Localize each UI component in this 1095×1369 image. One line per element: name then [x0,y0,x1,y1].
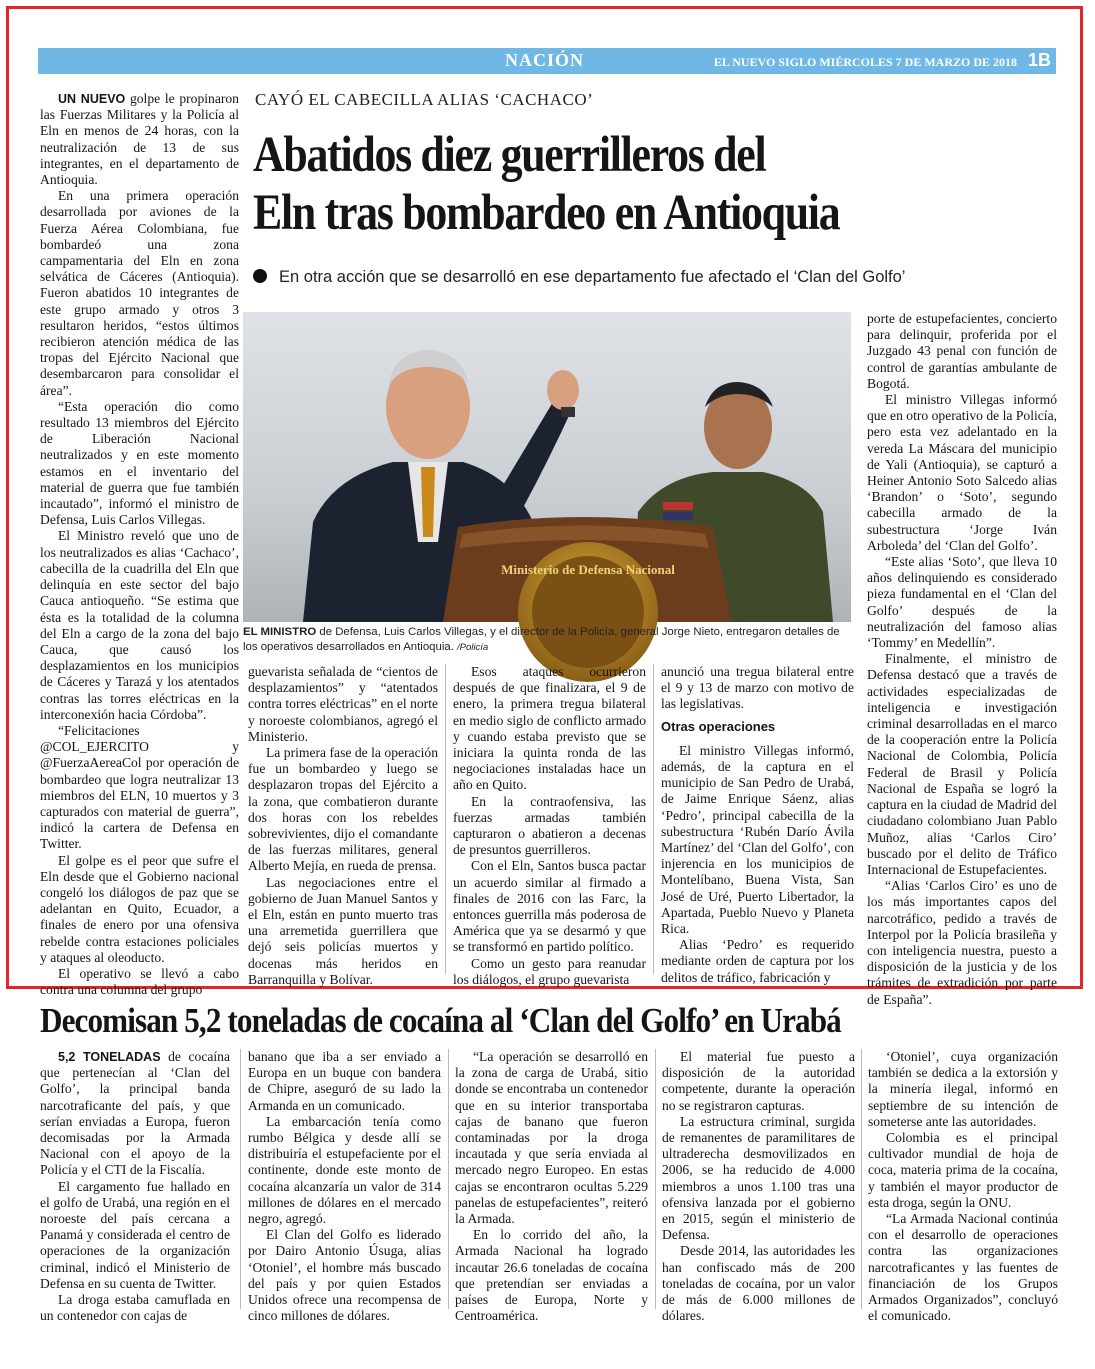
headline-line-1: Abatidos diez guerrilleros del [253,127,766,183]
paragraph: En una primera operación desarrollada por aviones de la Fuerza Aérea Colombiana, fue bombardeó una zona campamentaria del Eln en zona selvática de Cáceres (Antioquia). Fueron abatidos 10 integrantes de este grupo armado y otros 3 resultaron heridos, “estos últimos recibieron atención médica de las tropas del Ejército Nacional que desembarcaron para consolidar el área”. [40,188,239,398]
column-rule [240,1049,241,1309]
story2-column-2 [248,1049,441,1324]
column-rule [861,1049,862,1309]
photo-credit: /Policía [457,641,489,653]
paragraph: porte de estupefacientes, concierto para delinquir, proferida por el Juzgado 43 penal con función de control de garantías ambulante de Bogotá. [867,311,1057,391]
paragraph [40,1049,230,1179]
column-rule [653,664,654,974]
paragraph: guevarista señalada de “cientos de desplazamientos” y “atentados contra torres eléctricas” en el norte y noroeste colombianos, agregó el Ministerio. [248,664,438,744]
paragraph: La estructura criminal, surgida de remanentes de paramilitares de ultraderecha desmovilizados en 2006, se ha reducido de 4.000 miembros a unos 1.100 tras una ofensiva lanzada por el gobierno en 2015, según el ministerio de Defensa. [662,1113,855,1243]
paragraph: El operativo se llevó a cabo contra una columna del grupo [40,965,239,998]
paragraph: Con el Eln, Santos busca pactar un acuerdo similar al firmado a finales de 2016 con las Farc, la entonces guerrilla más poderosa de América que ya se desarmó y que se transformó en partido político. [453,858,646,955]
paragraph: El ministro Villegas informó que en otro operativo de la Policía, pero esta vez adelantado en la vereda La Máscara del municipio de Yali (Antioquia), se capturó a Heiner Antonio Soto Salcedo alias ‘Brandon’ o ‘Soto’, segundo cabecilla armado de la subestructura ‘Jorge Iván Arboleda’ del ‘Clan del Golfo’. [867,392,1057,553]
story2-column-3 [455,1049,648,1324]
paragraph: “Alias ‘Carlos Ciro’ es uno de los más importantes capos del narcotráfico, pedido a través de Interpol por la Policía brasileña y con inteligencia nuestra, puesto a disposición de la justicia y de los trámites de extradición por parte de España”. [867,878,1057,1007]
kicker: CAYÓ EL CABECILLA ALIAS ‘CACHACO’ [255,90,594,109]
paragraph: En la contraofensiva, las fuerzas armadas también capturaron o abatieron a decenas de presuntos guerrilleros. [453,793,646,858]
column-rule [448,1049,449,1309]
lead-word: UN NUEVO [58,92,126,106]
subheadline [253,268,905,287]
bullet-icon [253,269,267,283]
paragraph: El ministro Villegas informó, además, de la captura en el municipio de San Pedro de Urabá, de Jaime Enrique Sáenz, alias ‘Pedro’, principal cabecilla de la subestructura ‘Rubén Darío Ávila Martínez’ del ‘Clan del Golfo’, con injerencia en los municipios de Montelíbano, Buena Vista, San José de Uré, Puerto Libertador, la Apartada, Pueblo Nuevo y Planeta Rica. [661,742,854,937]
story1-column-5 [867,311,1057,1007]
story2-column-5 [868,1049,1058,1324]
caption-lead: EL MINISTRO [243,626,317,638]
paragraph: “Esta operación dio como resultado 13 miembros del Ejército de Liberación Nacional neutralizados y en este momento estamos en el inventario del material de guerra que fue también incautado”, informó el ministro de Defensa, Luis Carlos Villegas. [40,398,239,528]
paragraph [40,91,239,188]
story2-headline: Decomisan 5,2 toneladas de cocaína al ‘Clan del Golfo’ en Urabá [40,1001,841,1040]
photo-caption [243,625,851,655]
paragraph: “Felicitaciones @COL_EJERCITO y @FuerzaAereaCol por operación de bombardeo que logra neutralizar 13 miembros del ELN, 10 muertos y 3 capturados con material de guerra”, indicó la cartera de Defensa en Twitter. [40,722,239,852]
paragraph: Desde 2014, las autoridades les han confiscado más de 200 toneladas de cocaína, por un valor de más de 6.000 millones de dólares. [662,1243,855,1324]
paragraph: El golpe es el peor que sufre el Eln desde que el Gobierno nacional congeló los diálogos de paz que se adelantan en Quito, Ecuador, a finales de enero por una ofensiva rebelde contra estaciones policiales y ataques al oleoducto. [40,852,239,965]
section-name: NACIÓN [505,50,585,70]
story1-column-1 [40,91,239,998]
story1-column-3 [453,664,646,987]
paragraph: Alias ‘Pedro’ es requerido mediante orden de captura por los delitos de tráfico, fabricación y [661,937,854,985]
subheadline-text: En otra acción que se desarrolló en ese departamento fue afectado el ‘Clan del Golfo’ [279,268,906,286]
paragraph: “La operación se desarrolló en la zona de carga de Urabá, sitio donde se encontraba un contenedor que en su interior transportaba cajas de banano que fueron contaminadas por la droga incautada y que sería enviada al mercado negro Europeo. En estas cajas se encontraron ocultas 5.229 panelas de estupefacientes”, reiteró la Armada. [455,1049,648,1227]
news-photo [243,312,851,622]
paragraph: anunció una tregua bilateral entre el 9 y 13 de marzo con motivo de las legislativas. [661,664,854,712]
story2-column-1 [40,1049,231,1324]
story1-column-4 [661,664,854,985]
paragraph: El cargamento fue hallado en el golfo de Urabá, una región en el noroeste del país cercana a Panamá y considerada el centro de operaciones de la organización criminal, indicó el Ministerio de Defensa en su cuenta de Twitter. [40,1178,230,1291]
paragraph: La embarcación tenía como rumbo Bélgica y desde allí se distribuiría el estupefaciente por el continente, donde este monto de cocaína alcanzaría un valor de 314 millones de dólares en el mercado negro, agregó. [248,1113,441,1227]
paragraph: banano que iba a ser enviado a Europa en un buque con bandera de Chipre, aseguró de su lado la Armanda en un comunicado. [248,1049,441,1113]
story1-column-2 [248,664,438,987]
paragraph: ‘Otoniel’, cuya organización también se dedica a la extorsión y la minería ilegal, informó en septiembre de su intención de someterse ante las autoridades. [868,1049,1058,1129]
headline [253,126,941,242]
paragraph: La droga estaba camuflada en un contenedor con cajas de [40,1292,230,1324]
paragraph-text: de cocaína que pertenecían al ‘Clan del Golfo’, la principal banda narcotraficante del país, y que serían enviadas a Europa, fueron decomisadas por la Armada Nacional con el apoyo de la Policía y el CTI de la Fiscalía. [40,1049,231,1178]
paragraph: Esos ataques ocurrieron después de que finalizara, el 9 de enero, la primera tregua bilateral en medio siglo de conflicto armado y cuando estaba previsto que se iniciara la quinta ronda de las negociaciones instaladas hace un año en Quito. [453,664,646,793]
paragraph: “La Armada Nacional continúa con el desarrollo de operaciones contra las organizaciones narcotraficantes y las fuentes de financiación de los Grupos Armados Organizados”, concluyó el comunicado. [868,1211,1058,1324]
paragraph: En lo corrido del año, la Armada Nacional ha logrado incautar 26.6 toneladas de cocaína que pretendían ser enviadas a países de Europa, Norte y Centroamérica. [455,1227,648,1324]
paragraph: “Este alias ‘Soto’, que lleva 10 años delinquiendo es considerado pieza fundamental en el ‘Clan del Golfo’ después de la neutralización del famoso alias ‘Tommy’ en Medellín”. [867,554,1057,651]
paragraph: La primera fase de la operación fue un bombardeo y luego se desplazaron tropas del Ejército a la zona, que combatieron durante dos horas con los rebeldes sobrevivientes, dijo el comandante de las fuerzas militares, general Alberto Mejía, en rueda de prensa. [248,745,438,874]
paragraph: Las negociaciones entre el gobierno de Juan Manuel Santos y el Eln, están en punto muerto tras una arremetida guerrillera que dejó seis policías muertos y docenas más heridos en Barranquilla y Bolívar. [248,874,438,987]
paragraph: Finalmente, el ministro de Defensa destacó que a través de actividades especializadas de inteligencia e investigación criminal desarrolladas en el marco de la cooperación entre la Policía Nacional de Colombia, Policía Federal de Brasil y Policía Nacional de España se logró la captura en la ciudad de Madrid del ciudadano colombiano Juan Pablo Muñoz, alias ‘Carlos Ciro’ buscado por el delito de Tráfico Internacional de Estupefacientes. [867,651,1057,877]
lead-word: 5,2 TONELADAS [58,1050,161,1064]
column-rule [655,1049,656,1309]
page-number: 1B [1028,50,1052,70]
paragraph: El Clan del Golfo es liderado por Dairo Antonio Úsuga, alias ‘Otoniel’, el hombre más buscado del país y por quien Estados Unidos ofrece una recompensa de cinco millones de dólares. [248,1227,441,1324]
column-rule [445,664,446,974]
caption-text: de Defensa, Luis Carlos Villegas, y el director de la Policía, general Jorge Nieto, entregaron detalles de los operativos desarrollados en Antioquia. [243,626,840,653]
podium-text: Ministerio de Defensa Nacional [501,562,675,577]
paragraph: Colombia es el principal cultivador mundial de hoja de coca, materia prima de la cocaína, y también el mayor productor de esta droga, según la ONU. [868,1130,1058,1210]
paragraph-text: golpe le propinaron las Fuerzas Militares y la Policía al Eln en menos de 24 horas, con la neutralización de 13 de sus integrantes, en el departamento de Antioquia. [40,91,239,188]
story2-column-4 [662,1049,855,1324]
paragraph: Como un gesto para reanudar los diálogos, el grupo guevarista [453,955,646,987]
section-subtitle: Otras operaciones [661,718,776,734]
photo-illustration [243,312,851,622]
paragraph: El material fue puesto a disposición de la autoridad competente, durante la operación no se registraron capturas. [662,1049,855,1113]
paragraph: El Ministro reveló que uno de los neutralizados es alias ‘Cachaco’, cabecilla de la cuadrilla del Eln que delinquía en este sector del bajo Cauca antioqueño. “Se estima que ésta es la totalidad de la columna del Eln a cargo de la zona del bajo Cauca, que causó los desplazamientos en los municipios de Cáceres y Tarazá y los atentados contras las torres eléctricas en la interconexión hacia Córdoba”. [40,528,239,722]
headline-line-2: Eln tras bombardeo en Antioquia [253,185,840,241]
folio-line: EL NUEVO SIGLO MIÉRCOLES 7 DE MARZO DE 2018 [713,55,1017,69]
